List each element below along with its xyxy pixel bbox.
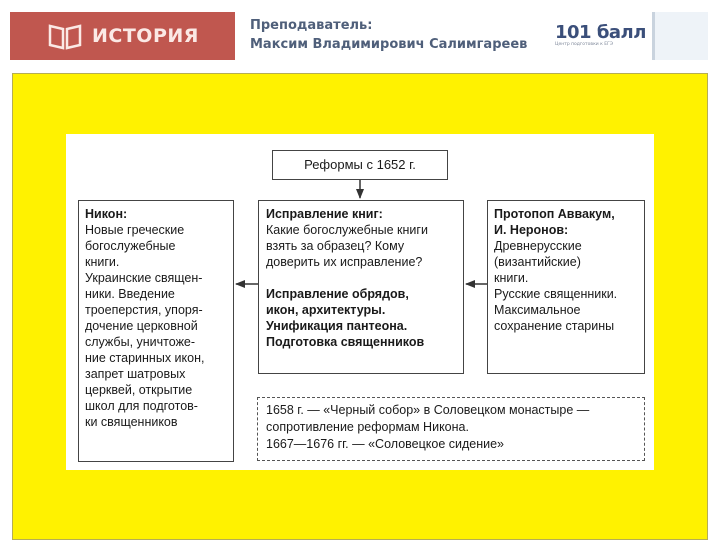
avvakum-box	[487, 200, 645, 374]
nikon-line: ние старинных икон,	[85, 351, 205, 365]
nikon-line: Украинские священ-	[85, 271, 203, 285]
nikon-line: церквей, открытие	[85, 383, 193, 397]
events-box	[257, 397, 645, 461]
book-correction-title: Исправление книг:	[266, 207, 383, 221]
book-icon	[48, 22, 82, 50]
event-line: сопротивление реформам Никона.	[266, 420, 469, 434]
rites-correction-line: икон, архитектуры.	[266, 303, 386, 317]
nikon-line: дочение церковной	[85, 319, 198, 333]
teacher-label: Преподаватель:	[250, 18, 373, 33]
score-title: 101 балл	[555, 22, 646, 43]
nikon-line: запрет шатровых	[85, 367, 186, 381]
avvakum-line: Древнерусские	[494, 239, 582, 253]
nikon-line: службы, уничтоже-	[85, 335, 196, 349]
avvakum-line: Максимальное	[494, 303, 581, 317]
nikon-line: ки священников	[85, 415, 178, 429]
teacher-info	[250, 16, 527, 54]
rites-correction-line: Унификация пантеона.	[266, 319, 408, 333]
event-line: 1667—1676 гг. — «Соловецкое сидение»	[266, 437, 505, 451]
nikon-title: Никон:	[85, 207, 128, 221]
subject-title: ИСТОРИЯ	[92, 25, 199, 47]
rites-correction-line: Подготовка священников	[266, 335, 425, 349]
book-correction-line: Какие богослужебные книги	[266, 223, 428, 237]
book-correction-line: взять за образец? Кому	[266, 239, 405, 253]
nikon-line: школ для подготов-	[85, 399, 198, 413]
reforms-box: Реформы с 1652 г.	[272, 150, 448, 180]
nikon-line: Новые греческие	[85, 223, 185, 237]
subject-banner	[10, 12, 235, 60]
avvakum-line: Русские священники.	[494, 287, 618, 301]
header-side-panel	[652, 12, 708, 60]
nikon-box	[78, 200, 234, 462]
teacher-name: Максим Владимирович Салимгареев	[250, 37, 528, 52]
avvakum-line: сохранение старины	[494, 319, 615, 333]
nikon-line: ники. Введение	[85, 287, 175, 301]
book-correction-line: доверить их исправление?	[266, 255, 423, 269]
book-correction-box	[258, 200, 464, 374]
nikon-line: троеперстия, упоря-	[85, 303, 203, 317]
reform-diagram	[66, 134, 654, 470]
event-line: 1658 г. — «Черный собор» в Соловецком монастыре —	[266, 403, 590, 417]
avvakum-line: (византийские)	[494, 255, 581, 269]
rites-correction-line: Исправление обрядов,	[266, 287, 409, 301]
avvakum-line: книги.	[494, 271, 529, 285]
avvakum-title: И. Неронов:	[494, 223, 569, 237]
avvakum-title: Протопоп Аввакум,	[494, 207, 615, 221]
score-logo	[555, 24, 646, 48]
score-subtitle: Центр подготовки к ЕГЭ	[555, 42, 614, 47]
nikon-line: книги.	[85, 255, 120, 269]
nikon-line: богослужебные	[85, 239, 176, 253]
